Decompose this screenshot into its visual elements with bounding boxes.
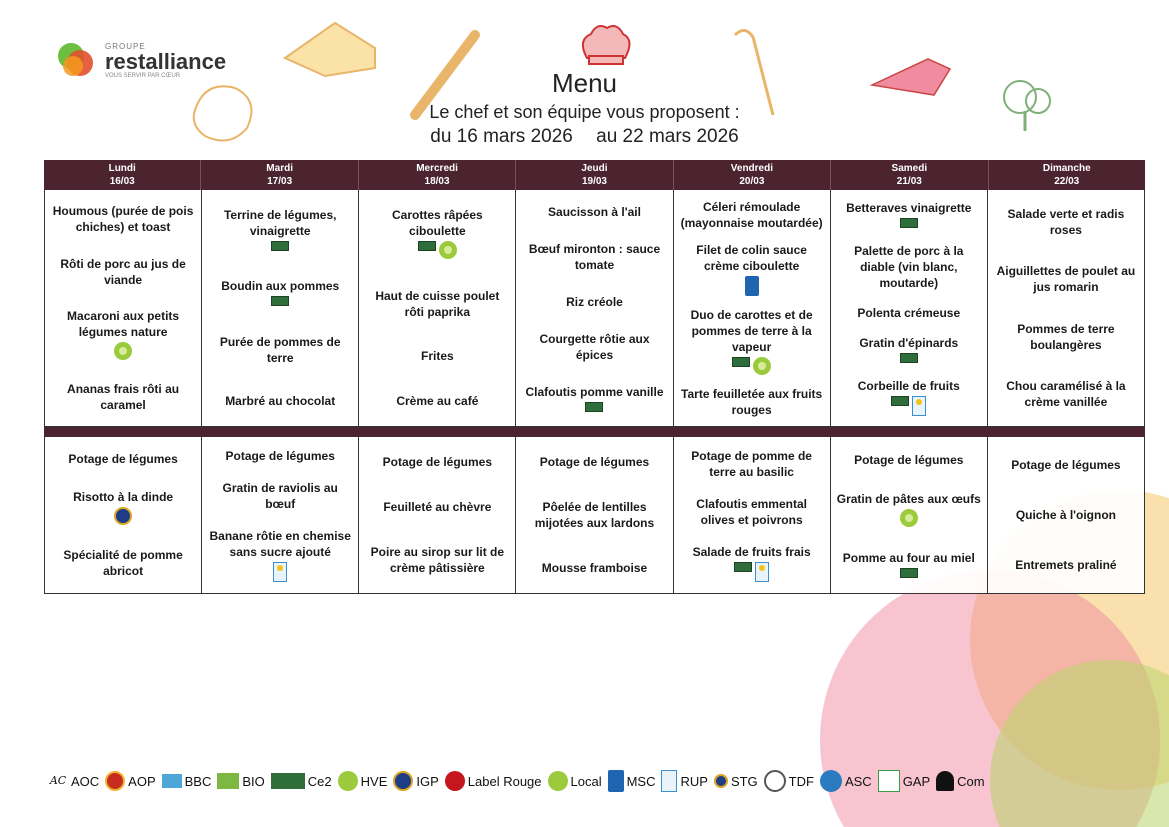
ce2-badge-icon (418, 241, 436, 251)
dish-name: Potage de légumes (539, 455, 650, 470)
dish-name: Potage de légumes (225, 449, 335, 463)
logo-tagline: VOUS SERVIR PAR CŒUR (105, 72, 181, 79)
dinner-day-cell (359, 437, 516, 593)
lunch-day-cell (831, 190, 988, 426)
menu-dish (365, 544, 509, 576)
menu-dish (548, 204, 641, 220)
menu-dish (680, 448, 824, 480)
menu-dish (1015, 557, 1116, 573)
hve-badge-icon (439, 241, 457, 259)
legend-label: HVE (360, 773, 388, 789)
day-date: 17/03 (267, 176, 293, 187)
ce2-badge-icon (900, 218, 918, 228)
menu-dish (365, 288, 509, 320)
legend-item-bbc (162, 774, 212, 789)
legend-label: MSC (626, 773, 656, 789)
menu-dish (1016, 507, 1116, 523)
dish-badges (843, 568, 975, 578)
menu-dish (68, 451, 177, 467)
msc-label-icon (608, 770, 624, 792)
dish-name: Feuilleté au chèvre (383, 499, 492, 514)
dish-name: Spécialité de pomme abricot (63, 548, 183, 578)
msc-badge-icon (745, 276, 759, 296)
dish-name: Rôti de porc au jus de viande (60, 256, 186, 287)
dish-name: Gratin de raviolis au bœuf (222, 481, 338, 511)
menu-dish (858, 378, 960, 416)
menu-dish (522, 331, 666, 363)
rup-badge-icon (912, 396, 926, 416)
menu-dish (540, 454, 649, 470)
chef-hat-icon (575, 20, 637, 68)
dish-name: Frites (421, 349, 454, 364)
lunch-day-cell (516, 190, 673, 426)
legend-label: TDF (788, 773, 814, 789)
dish-name: Clafoutis emmental olives et poivrons (696, 497, 807, 527)
dish-badges (365, 241, 509, 259)
legend-item-gap (878, 770, 930, 792)
day-name: Samedi (891, 163, 928, 174)
label-legend (48, 770, 991, 792)
dish-name: Salade de fruits frais (692, 545, 811, 559)
day-date: 20/03 (739, 176, 765, 187)
day-date: 19/03 (581, 176, 607, 187)
tdf-label-icon (764, 770, 786, 792)
menu-dish (522, 499, 666, 531)
menu-dish (542, 560, 647, 576)
menu-dish (846, 200, 971, 228)
day-header (44, 160, 201, 190)
legend-label: AOC (71, 773, 100, 789)
day-date: 21/03 (896, 176, 922, 187)
day-header (831, 160, 988, 190)
day-header (516, 160, 673, 190)
legend-item-com (936, 771, 984, 791)
day-name: Lundi (108, 163, 136, 174)
menu-dish (680, 386, 824, 418)
dish-name: Potage de légumes (68, 452, 178, 466)
dinner-day-cell (202, 437, 359, 593)
aoc-label-icon: AC (49, 774, 67, 787)
local-label-icon (548, 771, 568, 791)
dish-name: Mousse framboise (541, 560, 648, 575)
dinner-day-cell (674, 437, 831, 593)
dish-name: Gratin d'épinards (859, 336, 959, 351)
menu-dish (693, 544, 811, 582)
legend-label: IGP (416, 773, 439, 789)
dish-name: Potage de légumes (382, 455, 493, 470)
lr-label-icon (445, 771, 465, 791)
rup-badge-icon (273, 562, 287, 582)
dish-name: Clafoutis pomme vanille (525, 385, 664, 400)
dish-name: Courgette rôtie aux épices (539, 332, 650, 363)
menu-grid (44, 160, 1145, 594)
dish-name: Risotto à la dinde (73, 490, 174, 504)
stg-label-icon (714, 774, 728, 788)
menu-dish (51, 381, 195, 413)
day-date: 18/03 (424, 176, 450, 187)
menu-subtitle: Le chef et son équipe vous proposent : (429, 102, 740, 122)
dish-name: Palette de porc à la diable (vin blanc, moutarde) (854, 243, 964, 290)
menu-dish (837, 491, 981, 527)
date-from: du 16 mars 2026 (430, 126, 573, 147)
legend-item-igp (393, 771, 438, 791)
dinner-day-cell (988, 437, 1144, 593)
dish-name: Aiguillettes de poulet au jus romarin (996, 264, 1136, 295)
menu-dish (680, 307, 824, 375)
ce2-badge-icon (900, 568, 918, 578)
asc-label-icon (820, 770, 842, 792)
legend-item-msc (608, 770, 656, 792)
ce2-badge-icon (271, 241, 289, 251)
menu-dish (383, 454, 492, 470)
menu-dish (51, 256, 195, 288)
legend-label: Label Rouge (467, 773, 542, 789)
dish-name: Carottes râpées ciboulette (391, 208, 483, 239)
dinner-day-cell (516, 437, 673, 593)
dish-name: Ananas frais rôti au caramel (67, 381, 180, 412)
lunch-day-cell (359, 190, 516, 426)
dish-badges (858, 396, 960, 416)
hve-badge-icon (900, 509, 918, 527)
lunch-day-cell (45, 190, 202, 426)
day-header (989, 160, 1145, 190)
igp-badge-icon (114, 507, 132, 525)
dish-name: Marbré au chocolat (225, 394, 336, 409)
menu-dish (857, 305, 960, 321)
ce2-label-icon (271, 773, 305, 789)
legend-label: GAP (902, 773, 931, 789)
menu-dish (525, 384, 663, 412)
logo-group-label: GROUPE (105, 41, 146, 51)
dish-badges (73, 507, 173, 525)
menu-dish (208, 207, 352, 251)
menu-dish (680, 199, 824, 231)
menu-dish (837, 243, 981, 291)
dish-name: Terrine de légumes, vinaigrette (223, 207, 337, 238)
dish-badges (221, 296, 339, 306)
dish-badges (846, 218, 971, 228)
dish-badges (208, 241, 352, 251)
dish-badges (693, 562, 811, 582)
menu-dish (994, 378, 1138, 410)
menu-dish (51, 203, 195, 235)
legend-label: BIO (242, 773, 265, 789)
ce2-badge-icon (891, 396, 909, 406)
dish-name: Purée de pommes de terre (219, 334, 341, 365)
day-name: Vendredi (730, 163, 774, 174)
menu-dish (225, 393, 335, 409)
day-header (674, 160, 831, 190)
gap-label-icon (878, 770, 900, 792)
menu-dish (421, 348, 454, 364)
dish-name: Crème au café (396, 393, 479, 408)
dish-badges (837, 509, 981, 527)
legend-item-local (548, 771, 602, 791)
ce2-badge-icon (734, 562, 752, 572)
dish-badges (680, 276, 824, 296)
legend-item-rup (661, 770, 707, 792)
menu-dish (994, 206, 1138, 238)
menu-dish (843, 550, 975, 578)
legend-item-stg (714, 774, 758, 789)
dish-name: Salade verte et radis roses (1007, 206, 1125, 237)
day-name: Dimanche (1042, 163, 1091, 174)
dish-name: Banane rôtie en chemise sans sucre ajouté (209, 529, 351, 559)
dish-name: Potage de légumes (854, 452, 964, 467)
legend-label: RUP (680, 773, 708, 789)
day-header (359, 160, 516, 190)
day-header (201, 160, 358, 190)
dish-name: Haut de cuisse poulet rôti paprika (375, 288, 500, 319)
dinner-day-cell (831, 437, 988, 593)
dish-name: Betteraves vinaigrette (846, 201, 972, 216)
menu-dish (522, 241, 666, 273)
legend-label: Com (957, 773, 985, 789)
menu-dish (1011, 457, 1120, 473)
ce2-badge-icon (732, 357, 750, 367)
dish-badges (525, 402, 663, 412)
day-name: Jeudi (581, 163, 608, 174)
dish-name: Polenta crémeuse (857, 305, 961, 320)
ce2-badge-icon (271, 296, 289, 306)
dinner-day-cell (45, 437, 202, 593)
legend-item-lr (445, 771, 542, 791)
rup-badge-icon (755, 562, 769, 582)
dish-name: Potage de légumes (1011, 458, 1121, 472)
menu-dish (73, 489, 173, 525)
menu-dish (383, 499, 491, 515)
dish-name: Tarte feuilletée aux fruits rouges (681, 386, 823, 417)
menu-dish (680, 496, 824, 528)
dish-name: Entremets praliné (1015, 558, 1117, 572)
dish-name: Bœuf mironton : sauce tomate (528, 241, 661, 272)
menu-dish (208, 480, 352, 512)
legend-item-aoc (48, 771, 99, 791)
dish-name: Macaroni aux petits légumes nature (67, 309, 180, 340)
menu-dish (994, 321, 1138, 353)
menu-dish (854, 452, 963, 468)
dish-name: Pôelée de lentilles mijotées aux lardons (534, 499, 655, 530)
meal-separator (44, 427, 1145, 437)
aop-label-icon (105, 771, 125, 791)
menu-dish (396, 393, 478, 409)
day-date: 22/03 (1054, 176, 1080, 187)
dish-name: Pomme au four au miel (842, 551, 975, 566)
dish-badges (51, 342, 195, 360)
menu-dish (208, 528, 352, 582)
dish-badges (208, 562, 352, 582)
dish-name: Saucisson à l'ail (548, 204, 641, 219)
menu-dish (680, 242, 824, 296)
legend-label: Local (570, 773, 602, 789)
menu-dish (221, 278, 339, 306)
dish-name: Filet de colin sauce crème ciboulette (696, 242, 807, 273)
menu-dish (365, 207, 509, 259)
legend-item-ce2 (271, 773, 332, 789)
day-date: 16/03 (109, 176, 135, 187)
legend-label: STG (730, 773, 758, 789)
menu-dish (994, 263, 1138, 295)
dish-badges (859, 353, 958, 363)
com-label-icon (936, 771, 954, 791)
legend-item-asc (820, 770, 872, 792)
menu-title: Menu (551, 68, 618, 98)
legend-label: BBC (184, 773, 212, 789)
dish-name: Céleri rémoulade (mayonnaise moutardée) (680, 199, 823, 230)
lunch-day-cell (674, 190, 831, 426)
hve-label-icon (338, 771, 358, 791)
legend-item-hve (338, 771, 388, 791)
dish-name: Duo de carottes et de pommes de terre à la vapeur (690, 307, 813, 354)
igp-label-icon (393, 771, 413, 791)
menu-dish (208, 334, 352, 366)
day-name: Mercredi (416, 163, 458, 174)
dish-name: Chou caramélisé à la crème vanillée (1006, 379, 1126, 410)
legend-item-tdf (764, 770, 814, 792)
legend-label: ASC (844, 773, 872, 789)
legend-item-bio (217, 773, 264, 789)
legend-label: Ce2 (307, 773, 332, 789)
menu-dish (51, 547, 195, 579)
legend-label: AOP (128, 773, 156, 789)
dish-name: Potage de pomme de terre au basilic (691, 449, 812, 479)
dish-name: Poire au sirop sur lit de crème pâtissière (370, 544, 505, 575)
menu-dish (51, 308, 195, 360)
logo-brand-name: restalliance (105, 48, 227, 74)
dish-name: Pommes de terre boulangères (1017, 321, 1115, 352)
hve-badge-icon (753, 357, 771, 375)
lunch-row (44, 190, 1145, 427)
dish-badges (680, 357, 824, 375)
lunch-day-cell (202, 190, 359, 426)
legend-item-aop (105, 771, 155, 791)
menu-dish (859, 335, 958, 363)
bbc-label-icon (162, 774, 182, 788)
menu-dish (566, 294, 623, 310)
dish-name: Gratin de pâtes aux œufs (836, 491, 981, 506)
hve-badge-icon (114, 342, 132, 360)
day-name: Mardi (266, 163, 293, 174)
dish-name: Houmous (purée de pois chiches) et toast (52, 204, 194, 235)
dish-name: Quiche à l'oignon (1015, 508, 1117, 522)
dish-name: Riz créole (566, 294, 623, 309)
bio-label-icon (217, 773, 239, 789)
menu-dish (226, 448, 335, 464)
days-header-row (44, 160, 1145, 190)
menu-date-range (0, 126, 1169, 148)
date-to: au 22 mars 2026 (596, 126, 739, 147)
ce2-badge-icon (900, 353, 918, 363)
rup-label-icon (661, 770, 677, 792)
dinner-row (44, 437, 1145, 594)
dish-name: Corbeille de fruits (857, 378, 960, 393)
ce2-badge-icon (585, 402, 603, 412)
dish-name: Boudin aux pommes (221, 279, 340, 294)
lunch-day-cell (988, 190, 1144, 426)
